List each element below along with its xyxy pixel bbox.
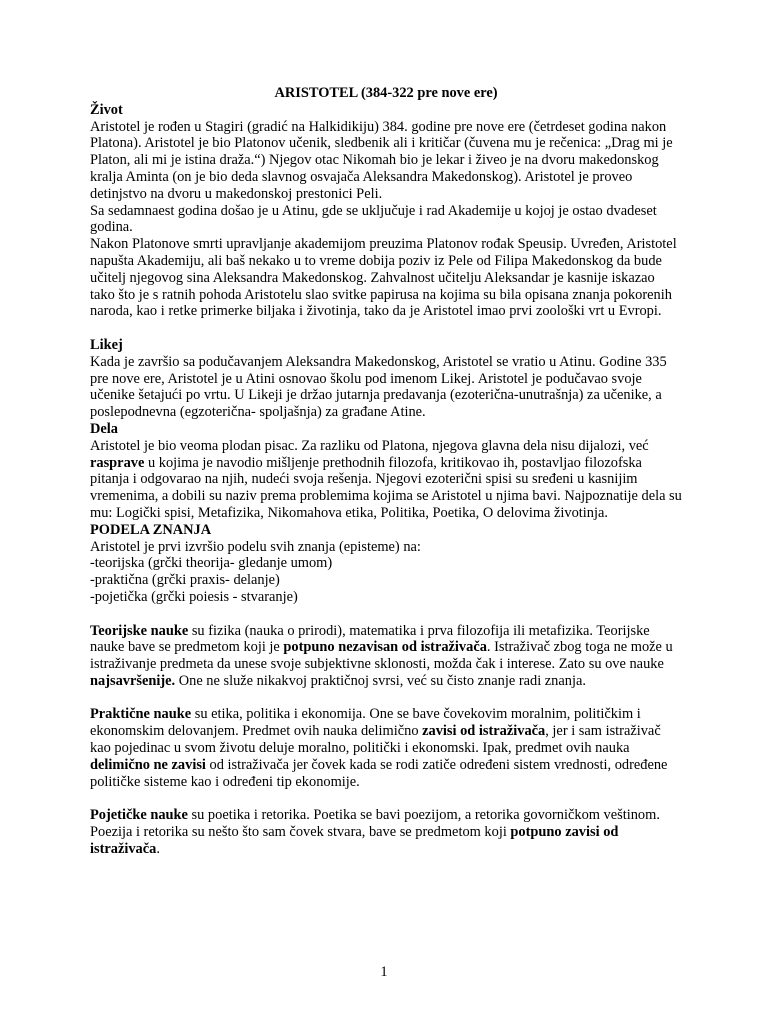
paragraph-teorijske: [90, 623, 682, 690]
paragraph-pojeticke: [90, 807, 682, 857]
bold-term: rasprave: [90, 454, 145, 471]
list-item: -pojetička (grčki poiesis - stvaranje): [90, 588, 298, 605]
paragraph: Kada je završio sa podučavanjem Aleksandra Makedonskog, Aristotel se vratio u Atinu. Godine 335 pre nove ere, Aristotel je u Atini osnovao školu pod imenom Likej. Aristotel je podučavao svoje učenike šetajući po vrtu. U Likeji je držao jutarnja predavanja (ezoterična-unutrašnja) za učenike, a poslepodnevna (egzoterična- spoljašnja) za građane Atine.: [90, 353, 667, 421]
paragraph: Aristotel je rođen u Stagiri (gradić na Halkidikiju) 384. godine pre nove ere (četrdeset godina nakon Platona). Aristotel je bio Platonov učenik, sledbenik ali i kritičar (čuvena mu je rečenica: „Drag mi je Platon, ali mi je istina draža.“) Njegov otac Nikomah bio je lekar i živeo je na dvoru makedonskog kralja Aminta (on je bio deda slavnog osvajača Aleksandra Makedonskog). Aristotel je proveo detinjstvo na dvoru u makedonskoj prestonici Peli.: [90, 118, 673, 202]
text-run: su fizika (nauka o prirodi), matematika i prva filozofija ili metafizika. Teorijske nauke bave se predmetom koji je: [90, 622, 650, 656]
spacer: [90, 320, 682, 337]
paragraph: [90, 438, 682, 522]
list-item: -teorijska (grčki theorija- gledanje umom): [90, 555, 333, 572]
bold-term: zavisi od istraživača: [422, 723, 546, 740]
page-number: 1: [380, 964, 388, 980]
paragraph: Sa sedamnaest godina došao je u Atinu, gde se uključuje i rad Akademije u kojoj je ostao dvadeset godina.: [90, 202, 657, 236]
bold-term: Praktične nauke: [90, 706, 192, 723]
list-item: -praktična (grčki praxis- delanje): [90, 572, 280, 589]
page-title: ARISTOTEL (384-322 pre nove ere): [274, 85, 498, 101]
spacer: [90, 690, 682, 707]
bold-term: Teorijske nauke: [90, 622, 189, 639]
paragraph: Nakon Platonove smrti upravljanje akademijom preuzima Platonov rođak Speusip. Uvređen, Aristotel napušta Akademiju, ali baš nekako u to vreme dobija poziv iz Pele od Filipa Makedonskog da bude učitelj njegovog sina Aleksandra Makedonskog. Zahvalnost učitelju Aleksandar je kasnije iskazao tako što je s ratnih pohoda Aristotelu slao svitke papirusa na kojima su bila opisana znanja pokorenih naroda, kao i retke primerke biljaka i životinja, tako da je Aristotel imao prvi zoološki vrt u Evropi.: [90, 236, 677, 320]
text-run: , jer i sam istraživač kao pojedinac u svom životu deluje moralno, politički i ekonomski. Ipak, predmet ovih nauka: [90, 723, 661, 757]
document-body: [90, 85, 682, 858]
text-run: u kojima je navodio mišljenje prethodnih filozofa, kritikovao ih, postavljao filozofska pitanja i odgovarao na njih, nudeći svoja rešenja. Njegovi ezoterični spisi su sređeni u kasnijim vremenima, a dobili su naziv prema problemima kojima se Aristotel u njima bavi. Najpoznatije dela su mu: Logički spisi, Metafizika, Nikomahova etika, Politika, Poetika, O delovima životinja.: [90, 454, 682, 521]
bold-term: potpuno nezavisan od istraživača: [283, 639, 487, 656]
spacer: [90, 790, 682, 807]
paragraph: Aristotel je prvi izvršio podelu svih znanja (episteme) na:: [90, 538, 421, 555]
bold-term: delimično ne zavisi: [90, 756, 206, 773]
section-heading-zivot: Život: [90, 101, 123, 118]
bold-term: najsavršenije.: [90, 672, 176, 689]
bold-term: potpuno zavisi od istraživača: [90, 824, 619, 857]
section-heading-podela: PODELA ZNANJA: [90, 521, 212, 538]
bold-term: Pojetičke nauke: [90, 807, 188, 824]
text-run: Aristotel je bio veoma plodan pisac. Za razliku od Platona, njegova glavna dela nisu dijalozi, već: [90, 437, 649, 454]
text-run: su etika, politika i ekonomija. One se bave čovekovim moralnim, političkim i ekonomskim delovanjem. Predmet ovih nauka delimično: [90, 706, 641, 740]
text-run: su poetika i retorika. Poetika se bavi poezijom, a retorika govorničkom veštinom. Poezija i retorika su nešto što sam čovek stvara, bave se predmetom koji: [90, 807, 660, 841]
text-run: One ne služe nikakvoj praktičnoj svrsi, već su čisto znanje radi znanja.: [175, 672, 586, 689]
spacer: [90, 606, 682, 623]
section-heading-dela: Dela: [90, 420, 118, 437]
section-heading-likej: Likej: [90, 336, 123, 353]
text-run: . Istraživač zbog toga ne može u istraživanje predmeta da unese svoje subjektivne sklonosti, možda čak i interese. Zato su ove nauke: [90, 639, 673, 673]
text-run: .: [156, 840, 160, 857]
paragraph-prakticne: [90, 706, 682, 790]
text-run: od istraživača jer čovek kada se rodi zatiče određeni sistem vrednosti, određene političke sisteme kao i određeni tip ekonomije.: [90, 756, 668, 790]
